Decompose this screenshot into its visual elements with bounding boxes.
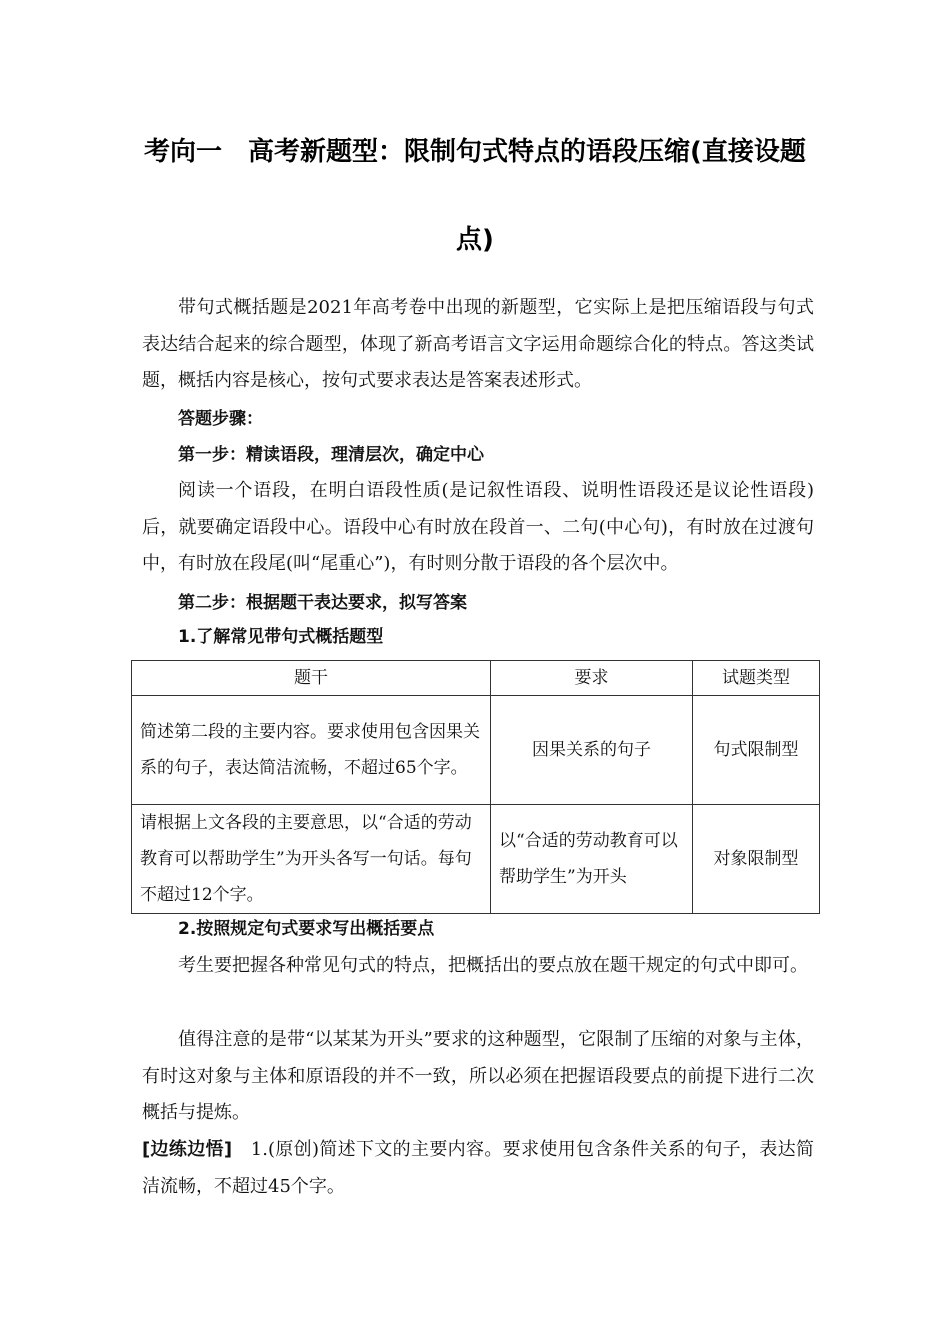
table-cell: 请根据上文各段的主要意思，以“合适的劳动教育可以帮助学生”为开头各写一句话。每句不超过12个字。	[132, 805, 491, 914]
table-cell: 以“合适的劳动教育可以帮助学生”为开头	[491, 805, 693, 914]
title-line-1: 考向一 高考新题型：限制句式特点的语段压缩(直接设题	[144, 137, 806, 167]
practice-text: 1.(原创)简述下文的主要内容。要求使用包含条件关系的句子，表达简洁流畅，不超过45个字。	[142, 1139, 815, 1197]
table-cell: 简述第二段的主要内容。要求使用包含因果关系的句子，表达简洁流畅，不超过65个字。	[132, 696, 491, 805]
step2-paragraph-2: 值得注意的是带“以某某为开头”要求的这种题型，它限制了压缩的对象与主体，有时这对象与主体和原语段的并不一致，所以必须在把握语段要点的前提下进行二次概括与提炼。	[142, 1029, 814, 1123]
table-header-row	[132, 661, 820, 696]
intro-paragraph: 带句式概括题是2021年高考卷中出现的新题型，它实际上是把压缩语段与句式表达结合起来的综合题型，体现了新高考语言文字运用命题综合化的特点。答这类试题，概括内容是核心，按句式要求表达是答案表述形式。	[142, 297, 814, 391]
table-row	[132, 696, 820, 805]
step2-heading: 第二步：根据题干表达要求，拟写答案	[178, 593, 467, 613]
table-row	[132, 805, 820, 914]
question-type-table	[131, 660, 820, 914]
title-line-2: 点)	[456, 225, 494, 255]
step2-sub1: 1.了解常见带句式概括题型	[178, 627, 384, 647]
table-cell: 因果关系的句子	[491, 696, 693, 805]
table-header-cell: 试题类型	[693, 661, 820, 696]
step1-heading: 第一步：精读语段，理清层次，确定中心	[178, 445, 484, 465]
step2-sub2: 2.按照规定句式要求写出概括要点	[178, 919, 435, 939]
practice-tag: [边练边悟]	[142, 1139, 233, 1160]
step1-paragraph: 阅读一个语段，在明白语段性质(是记叙性语段、说明性语段还是议论性语段)后，就要确定语段中心。语段中心有时放在段首一、二句(中心句)，有时放在过渡句中，有时放在段尾(叫“尾重心”)，有时则分散于语段的各个层次中。	[142, 480, 814, 574]
table-header-cell: 题干	[132, 661, 491, 696]
table-cell: 句式限制型	[693, 696, 820, 805]
table-cell: 对象限制型	[693, 805, 820, 914]
table-header-cell: 要求	[491, 661, 693, 696]
practice-paragraph	[142, 1132, 814, 1205]
steps-heading: 答题步骤：	[178, 409, 263, 429]
step2-paragraph-1: 考生要把握各种常见句式的特点，把概括出的要点放在题干规定的句式中即可。	[178, 955, 808, 976]
